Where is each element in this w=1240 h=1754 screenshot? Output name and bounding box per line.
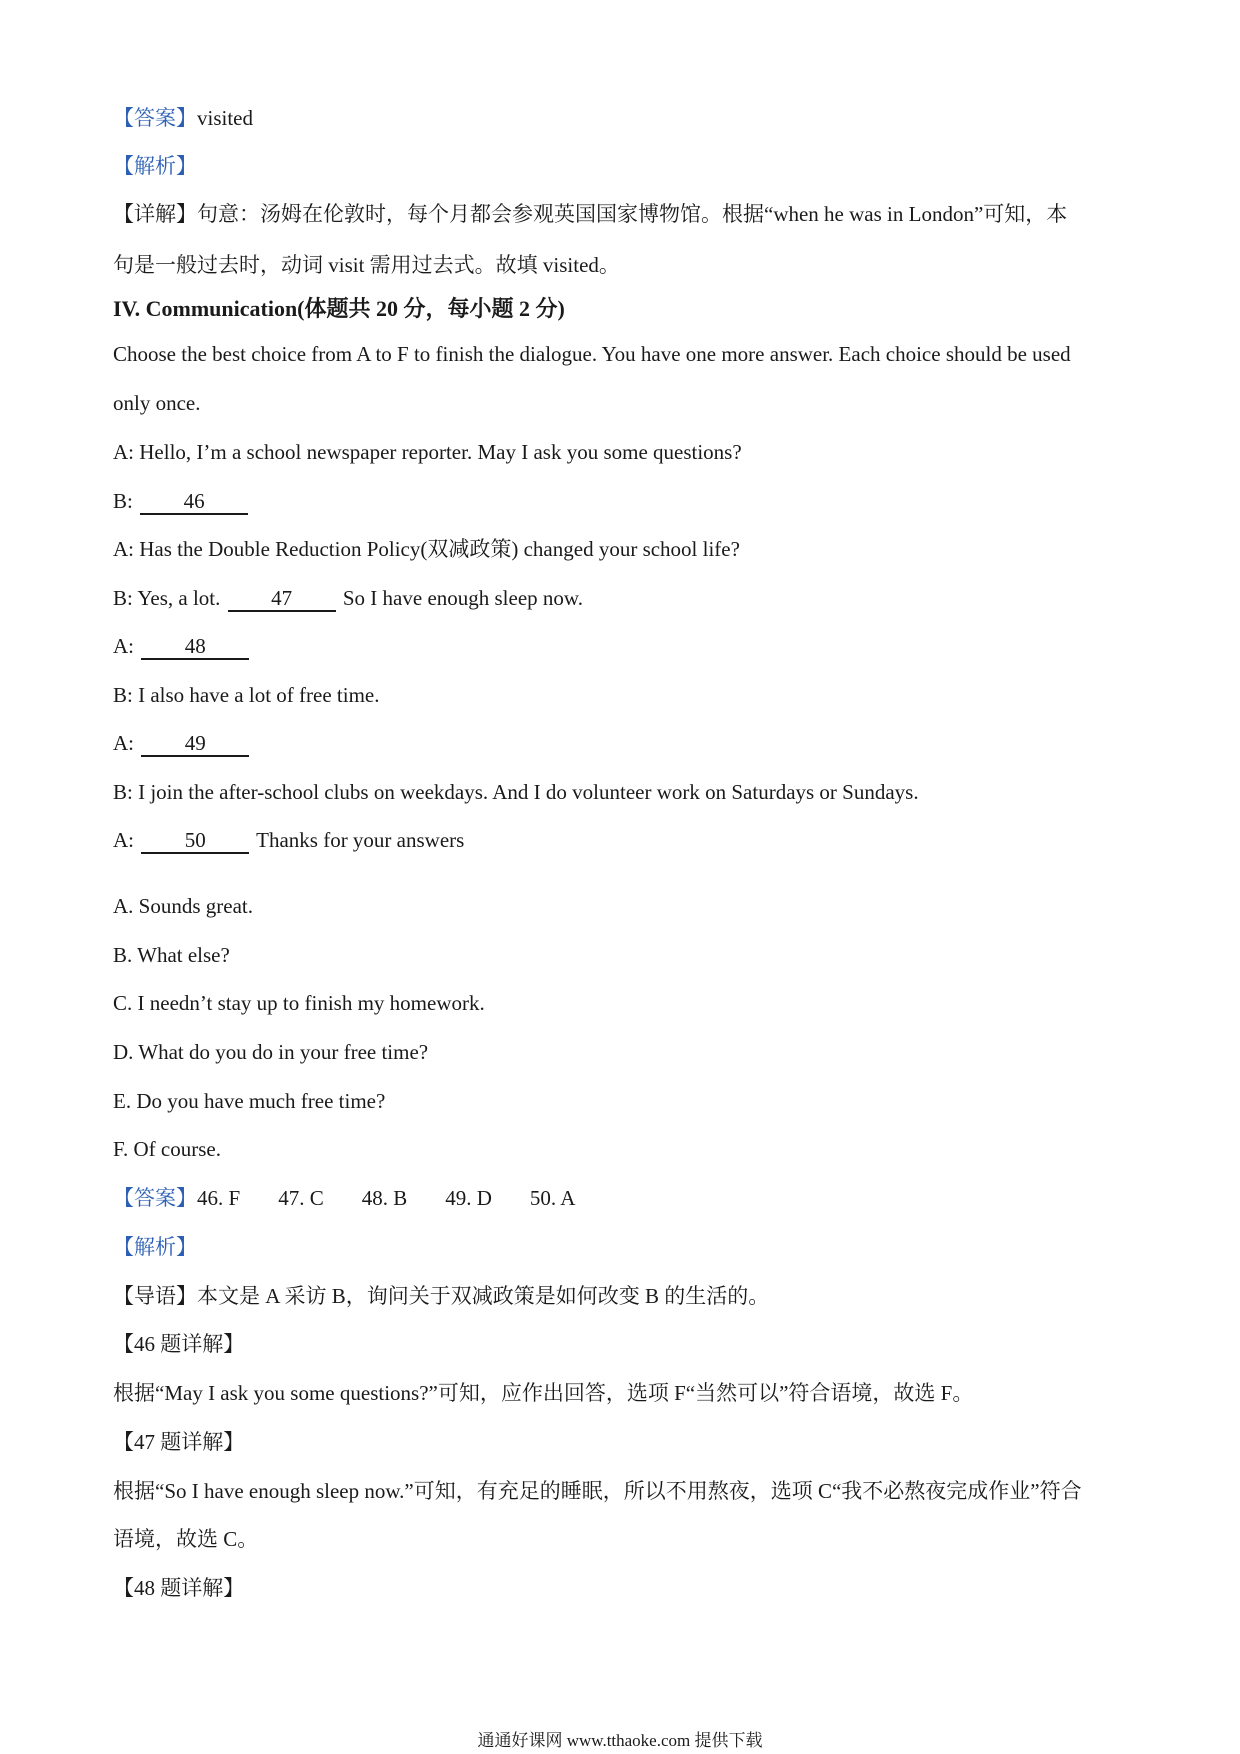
dialogue-line: [113, 778, 1140, 806]
dialogue-line: [113, 438, 1140, 466]
answer-item: 46. F: [197, 1186, 241, 1210]
answers-line: [113, 1184, 1140, 1212]
speaker: B:: [113, 586, 133, 610]
q46-detail-tag: 【46 题详解】: [113, 1332, 245, 1356]
dialogue-text: Yes, a lot.: [137, 586, 221, 610]
option-d: D. What do you do in your free time?: [113, 1040, 429, 1064]
q45-answer-line: [113, 104, 1140, 132]
option-c: C. I needn’t stay up to finish my homework.: [113, 991, 485, 1015]
q47-detail-line-2: 语境，故选 C。: [113, 1527, 259, 1551]
answer-item: 49. D: [445, 1186, 492, 1210]
answer-tag: 【答案】: [113, 1186, 197, 1210]
speaker: B:: [113, 780, 133, 804]
answer-blank-48[interactable]: 48: [141, 634, 249, 660]
speaker: B:: [113, 683, 133, 707]
speaker: A:: [113, 828, 134, 852]
answer-text: visited: [197, 106, 253, 130]
guide-text: 本文是 A 采访 B，询问关于双减政策是如何改变 B 的生活的。: [197, 1284, 770, 1308]
instruction-line-1: Choose the best choice from A to F to finish the dialogue. You have one more answer. Each choice should be used: [113, 342, 1071, 366]
speaker: A:: [113, 537, 134, 561]
option-a: A. Sounds great.: [113, 894, 253, 918]
dialogue-text: I join the after-school clubs on weekdays. And I do volunteer work on Saturdays or Sundays.: [138, 780, 919, 804]
dialogue-line: [113, 487, 1140, 515]
detail-tag: 【详解】: [113, 202, 197, 226]
page-footer: 通通好课网 www.tthaoke.com 提供下载: [477, 1731, 763, 1750]
dialogue-text: Thanks for your answers: [256, 828, 465, 852]
q45-detail-line-2: 句是一般过去时，动词 visit 需用过去式。故填 visited。: [113, 253, 620, 277]
instruction-line-2: only once.: [113, 391, 201, 415]
dialogue-line: [113, 535, 1140, 563]
answer-blank-49[interactable]: 49: [141, 731, 249, 757]
dialogue-line: [113, 632, 1140, 660]
dialogue-text: So I have enough sleep now.: [342, 586, 583, 610]
answer-blank-46[interactable]: 46: [140, 489, 248, 515]
q47-detail-line-1: 根据“So I have enough sleep now.”可知，有充足的睡眠，所以不用熬夜，选项 C“我不必熬夜完成作业”符合: [113, 1479, 1082, 1503]
dialogue-text: Hello, I’m a school newspaper reporter. May I ask you some questions?: [139, 440, 742, 464]
q46-detail-text: 根据“May I ask you some questions?”可知，应作出回答，选项 F“当然可以”符合语境，故选 F。: [113, 1381, 974, 1405]
dialogue-text: Has the Double Reduction Policy(双减政策) changed your school life?: [139, 537, 740, 561]
answer-item: 50. A: [529, 1186, 576, 1210]
speaker: A:: [113, 634, 134, 658]
answer-blank-50[interactable]: 50: [141, 828, 249, 854]
answer-item: 47. C: [278, 1186, 324, 1210]
q45-detail-line-1: [113, 200, 1140, 228]
guide-line: [113, 1282, 1140, 1310]
answer-tag: 【答案】: [113, 106, 197, 130]
dialogue-line: [113, 681, 1140, 709]
answer-item: 48. B: [361, 1186, 408, 1210]
q48-detail-tag: 【48 题详解】: [113, 1576, 245, 1600]
dialogue-text: I also have a lot of free time.: [138, 683, 380, 707]
option-f: F. Of course.: [113, 1137, 221, 1161]
analysis-tag: 【解析】: [113, 154, 197, 178]
guide-tag: 【导语】: [113, 1284, 197, 1308]
option-b: B. What else?: [113, 943, 230, 967]
answer-blank-47[interactable]: 47: [228, 586, 336, 612]
speaker: A:: [113, 440, 134, 464]
detail-text-1: 句意：汤姆在伦敦时，每个月都会参观英国国家博物馆。根据“when he was in London”可知，本: [197, 202, 1068, 226]
analysis-tag-line: [113, 1233, 1140, 1261]
section-heading: IV. Communication(体题共 20 分，每小题 2 分): [113, 296, 565, 321]
speaker: A:: [113, 731, 134, 755]
speaker: B:: [113, 489, 133, 513]
dialogue-line: [113, 584, 1140, 612]
dialogue-line: [113, 729, 1140, 757]
q47-detail-tag: 【47 题详解】: [113, 1430, 245, 1454]
dialogue-line: [113, 826, 1140, 854]
q45-analysis-tag: [113, 152, 1140, 180]
analysis-tag: 【解析】: [113, 1235, 197, 1259]
option-e: E. Do you have much free time?: [113, 1089, 386, 1113]
